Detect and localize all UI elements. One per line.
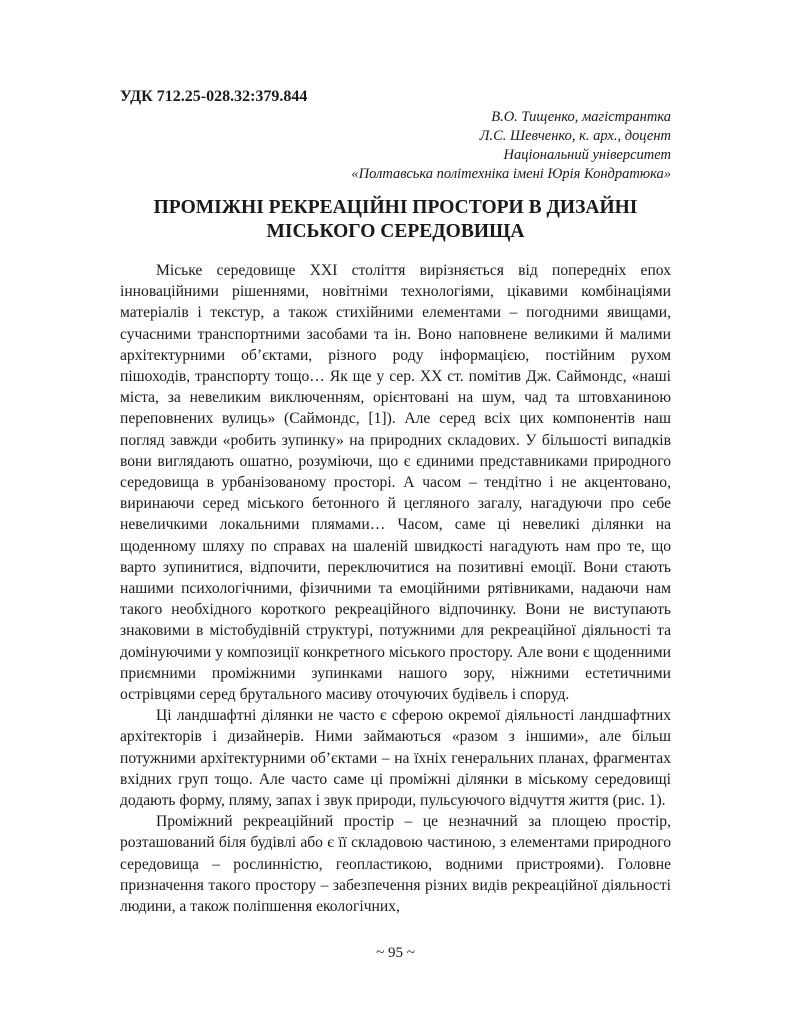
author-line: В.О. Тищенко, магістрантка <box>491 109 671 125</box>
affiliation-line: Національний університет <box>503 147 671 163</box>
paragraph: Ці ландшафтні ділянки не часто є сферою окремої діяльності ландшафтних архітекторів і дизайнерів. Ними займаються «разом з іншими», але більш потужними архітектурними об’єктами – на їхніх генеральних планах, фрагментах вхідних груп тощо. Але часто саме ці проміжні ділянки в міському середовищі додають форму, пляму, запах і звук природи, пульсуючого відчуття життя (рис. 1). <box>120 707 671 810</box>
page-number: ~ 95 ~ <box>376 945 415 961</box>
title-line: МІСЬКОГО СЕРЕДОВИЩА <box>266 221 525 242</box>
affiliation-line: «Полтавська політехніка імені Юрія Кондратюка» <box>351 166 671 182</box>
paper-title <box>120 196 671 244</box>
author-line: Л.С. Шевченко, к. арх., доцент <box>479 128 671 144</box>
body-text <box>120 260 671 917</box>
title-line: ПРОМІЖНІ РЕКРЕАЦІЙНІ ПРОСТОРИ В ДИЗАЙНІ <box>153 197 638 218</box>
udk-code: УДК 712.25-028.32:379.844 <box>120 88 308 105</box>
paragraph: Проміжний рекреаційний простір – це незначний за площею простір, розташований біля будівлі або є її складовою частиною, з елементами природного середовища – рослинністю, геопластикою, водними пристроями). Головне призначення такого простору – забезпечення різних видів рекреаційної діяльності людини, а також поліпшення екологічних, <box>120 813 671 916</box>
author-block <box>351 108 671 184</box>
paragraph: Міське середовище XXI століття вирізняється від попередніх епох інноваційними рішеннями, новітніми технологіями, цікавими комбінаціями матеріалів і текстур, а також стихійними елементами – погодними явищами, сучасними транспортними засобами та ін. Воно наповнене великими й малими архітектурними об’єктами, різного роду інформацією, постійним рухом пішоходів, транспорту тощо… Як ще у сер. XX ст. помітив Дж. Саймондс, «наші міста, за невеликим виключенням, орієнтовані на шум, чад та штовханиною переповнених вулиць» (Саймондс, [1]). Але серед всіх цих компонентів наш погляд завжди «робить зупинку» на природних складових. У більшості випадків вони виглядають ошатно, розуміючи, що є єдиними представниками природного середовища в урбанізованому просторі. А часом – тендітно і не акцентовано, виринаючи серед міського бетонного й цегляного загалу, нагадуючи про себе невеличкими локальними плямами… Часом, саме ці невеликі ділянки на щоденному шляху по справах на шаленій швидкості нагадують нам про те, що варто зупинитися, відпочити, переключитися на позитивні емоції. Вони стають нашими психологічними, фізичними та емоційними рятівниками, надаючи нам такого необхідного короткого рекреаційного відпочинку. Вони не виступають знаковими в містобудівній структурі, потужними для рекреаційної діяльності та домінуючими у композиції конкретного міського простору. Але вони є щоденними приємними проміжними зупинками нашого зору, ніжними естетичними острівцями серед брутального масиву оточуючих будівель і споруд. <box>120 262 671 704</box>
